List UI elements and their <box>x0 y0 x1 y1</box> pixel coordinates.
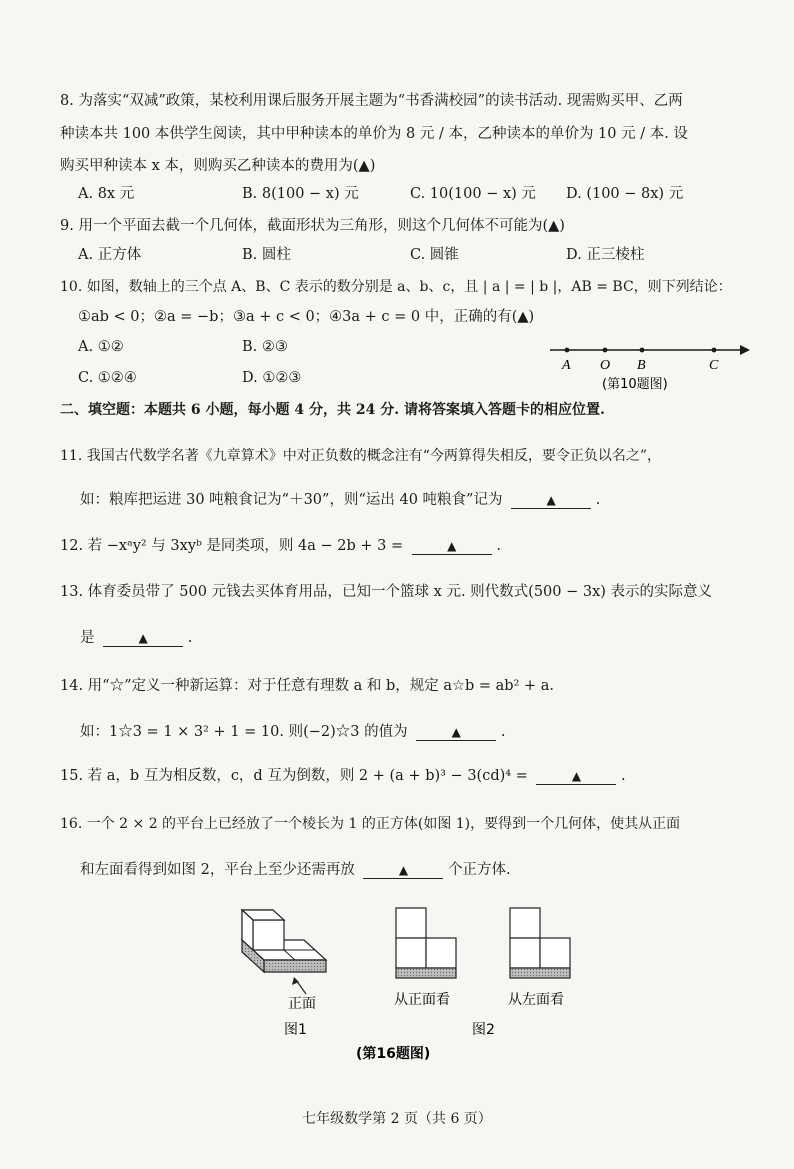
point-c-label: C <box>709 358 719 373</box>
blank-triangle-mark: ▲ <box>447 539 457 553</box>
point-o-label: O <box>600 358 611 373</box>
q9-option-c: C. 圆锥 <box>410 247 459 263</box>
fig2-front-view <box>396 908 456 978</box>
q16-figure-caption: (第16题图) <box>356 1046 431 1062</box>
blank-triangle-mark: ▲ <box>398 863 409 877</box>
number-line-arrow <box>740 345 750 355</box>
number-line-figure <box>548 338 758 398</box>
q16-figure <box>232 902 592 1062</box>
fig2-front-view-label: 从正面看 <box>394 992 450 1008</box>
q9-line1: 9. 用一个平面去截一个几何体，截面形状为三角形，则这个几何体不可能为(▲) <box>60 218 565 234</box>
blank-triangle-mark: ▲ <box>546 493 556 507</box>
fig2-left-view-label: 从左面看 <box>508 992 564 1008</box>
blank-triangle-mark: ▲ <box>571 769 582 783</box>
q10-option-d: D. ①②③ <box>242 370 302 386</box>
q8-line1: 8. 为落实“双减”政策，某校利用课后服务开展主题为“书香满校园”的读书活动. 现需购买甲、乙两 <box>60 93 683 109</box>
q16-line1: 16. 一个 2 × 2 的平台上已经放了一个棱长为 1 的正方体(如图 1)，要得到一个几何体，使其从正面 <box>60 816 681 832</box>
q11-line2-text: 如：粮库把运进 30 吨粮食记为“＋30”，则“运出 40 吨粮食”记为 <box>80 492 503 508</box>
q9-option-a: A. 正方体 <box>78 247 142 263</box>
point-a-label: A <box>562 358 571 373</box>
q13-answer-blank[interactable] <box>103 628 183 647</box>
q16-line2 <box>80 860 794 880</box>
fig1-front-label: 正面 <box>288 996 316 1012</box>
blank-triangle-mark: ▲ <box>138 631 148 645</box>
point-b-label: B <box>637 358 646 373</box>
q14-line2-text: 如：1☆3 = 1 × 3² + 1 = 10. 则(−2)☆3 的值为 <box>80 724 408 740</box>
q10-option-a: A. ①② <box>78 339 124 355</box>
q15-answer-blank[interactable] <box>536 766 616 785</box>
q16-answer-blank[interactable] <box>363 860 443 879</box>
q15-line: 15. 若 a，b 互为相反数，c，d 互为倒数，则 2 + (a + b)³ − 3(cd)⁴ = ▲ . <box>60 768 626 784</box>
q13-line1: 13. 体育委员带了 500 元钱去买体育用品，已知一个篮球 x 元. 则代数式(500 − 3x) 表示的实际意义 <box>60 584 713 600</box>
page-footer: 七年级数学第 2 页（共 6 页） <box>302 1111 492 1127</box>
q14-line2: 如：1☆3 = 1 × 3² + 1 = 10. 则(−2)☆3 的值为 ▲ . <box>80 724 506 740</box>
q13-line2: 是 ▲ . <box>80 630 193 646</box>
q12-text: 12. 若 −xᵃy² 与 3xyᵇ 是同类项，则 4a − 2b + 3 = <box>60 538 404 554</box>
q10-line1: 10. 如图，数轴上的三个点 A、B、C 表示的数分别是 a、b、c，且 | a | = | b |，AB = BC，则下列结论： <box>60 279 732 295</box>
blank-triangle-mark: ▲ <box>451 725 461 739</box>
q8-line2: 种读本共 100 本供学生阅读，其中甲种读本的单价为 8 元 / 本，乙种读本的单价为 10 元 / 本. 设 <box>60 126 688 142</box>
point-o-dot <box>603 348 608 353</box>
q16-line2-tail: 个正方体. <box>448 862 511 878</box>
front-arrow-head-icon <box>292 977 299 985</box>
point-b-dot <box>640 348 645 353</box>
q14-line1: 14. 用“☆”定义一种新运算：对于任意有理数 a 和 b，规定 a☆b = ab² + a. <box>60 678 555 694</box>
q16-line2-text: 和左面看得到如图 2，平台上至少还需再放 <box>80 862 355 878</box>
q11-answer-blank[interactable] <box>511 490 591 509</box>
q8-option-b: B. 8(100 − x) 元 <box>242 186 359 202</box>
q12-line: 12. 若 −xᵃy² 与 3xyᵇ 是同类项，则 4a − 2b + 3 = ▲ . <box>60 538 501 554</box>
q11-line2: 如：粮库把运进 30 吨粮食记为“＋30”，则“运出 40 吨粮食”记为 ▲ . <box>80 492 601 508</box>
q15-text: 15. 若 a，b 互为相反数，c，d 互为倒数，则 2 + (a + b)³ − 3(cd)⁴ = <box>60 768 528 784</box>
fig2-left-view <box>510 908 570 978</box>
q9-option-d: D. 正三棱柱 <box>566 247 645 263</box>
q14-answer-blank[interactable] <box>416 722 496 741</box>
q10-option-b: B. ②③ <box>242 339 288 355</box>
q13-line2-text: 是 <box>80 630 95 646</box>
q9-option-b: B. 圆柱 <box>242 247 291 263</box>
q8-line3: 购买甲种读本 x 本，则购买乙种读本的费用为(▲) <box>60 158 376 174</box>
q8-option-d: D. (100 − 8x) 元 <box>566 186 684 202</box>
fig1-caption: 图1 <box>284 1022 307 1038</box>
q8-option-c: C. 10(100 − x) 元 <box>410 186 536 202</box>
fig2-caption: 图2 <box>472 1022 495 1038</box>
q10-option-c: C. ①②④ <box>78 370 137 386</box>
section-fill-in-heading: 二、填空题：本题共 6 小题，每小题 4 分，共 24 分. 请将答案填入答题卡的相应位置. <box>60 402 605 418</box>
q12-answer-blank[interactable] <box>412 536 492 555</box>
q8-option-a: A. 8x 元 <box>78 186 135 202</box>
q11-line1: 11. 我国古代数学名著《九章算术》中对正负数的概念注有“今两算得失相反，要令正负以名之”， <box>60 448 662 464</box>
point-c-dot <box>712 348 717 353</box>
fig1-platform-with-cube <box>242 910 326 972</box>
q10-line2: ①ab < 0；②a = −b；③a + c < 0；④3a + c = 0 中，正确的有(▲) <box>78 309 535 325</box>
point-a-dot <box>565 348 570 353</box>
q10-figure-caption: (第10题图) <box>602 377 668 392</box>
